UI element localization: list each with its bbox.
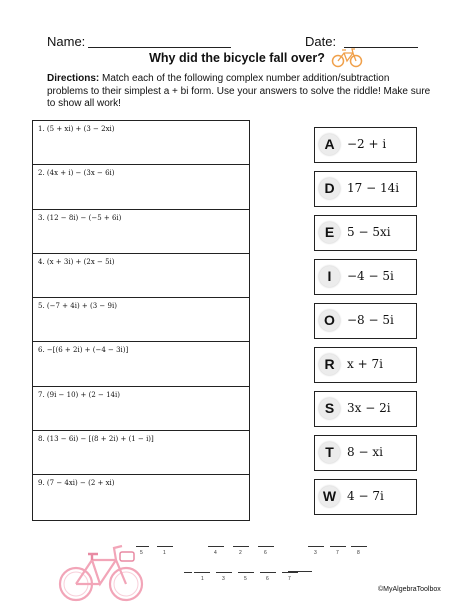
riddle-number: 7 <box>336 550 339 556</box>
riddle-blank[interactable] <box>157 546 173 547</box>
riddle-blank[interactable] <box>258 546 274 547</box>
riddle-number: 2 <box>239 550 242 556</box>
problem-row[interactable] <box>33 342 249 386</box>
answer-letter: D <box>319 178 340 199</box>
problem-row[interactable] <box>33 254 249 298</box>
date-label: Date: <box>305 34 337 49</box>
answer-letter: O <box>319 310 340 331</box>
problem-text: 7. (9i − 10) + (2 − 14i) <box>38 390 120 399</box>
page-title: Why did the bicycle fall over? <box>149 51 325 65</box>
riddle-number: 7 <box>288 576 291 582</box>
problem-text: 8. (13 − 6i) − [(8 + 2i) + (1 − i)] <box>38 435 154 444</box>
bicycle-icon <box>331 46 363 68</box>
riddle-number: 4 <box>214 550 217 556</box>
answer-value: 5 − 5xi <box>347 225 391 239</box>
riddle-number: 3 <box>222 576 225 582</box>
problem-row[interactable] <box>33 431 249 475</box>
answer-letter: A <box>319 134 340 155</box>
answer-letter: W <box>319 486 340 507</box>
answer-letter: T <box>319 442 340 463</box>
problem-text: 2. (4x + i) − (3x − 6i) <box>38 169 115 178</box>
problem-row[interactable] <box>33 298 249 342</box>
riddle-blank[interactable] <box>304 571 312 572</box>
riddle-blank[interactable] <box>351 546 367 547</box>
riddle-number: 5 <box>244 576 247 582</box>
riddle-number: 3 <box>314 550 317 556</box>
problem-text: 9. (7 − 4xi) − (2 + xi) <box>38 479 115 488</box>
answer-letter: E <box>319 222 340 243</box>
riddle-number: 8 <box>357 550 360 556</box>
directions-text: Match each of the following complex number addition/subtraction problems to their simplest a + bi form. Use your answers to solve the riddle! Make sure to show all work! <box>47 73 431 109</box>
problem-text: 4. (x + 3i) + (2x − 5i) <box>38 257 115 266</box>
riddle-blank[interactable] <box>288 571 304 572</box>
answer-value: 4 − 7i <box>347 489 384 503</box>
riddle-blank[interactable] <box>330 546 346 547</box>
answer-value: x + 7i <box>347 357 383 371</box>
answer-letter: I <box>319 266 340 287</box>
riddle-blank[interactable] <box>208 546 224 547</box>
problem-row[interactable] <box>33 210 249 254</box>
riddle-blank[interactable] <box>233 546 249 547</box>
riddle-blank[interactable] <box>238 572 254 573</box>
copyright-credit: ©MyAlgebraToolbox <box>378 586 441 593</box>
problem-text: 3. (12 − 8i) − (−5 + 6i) <box>38 213 122 222</box>
answer-value: −8 − 5i <box>347 313 394 327</box>
answer-value: −2 + i <box>347 137 387 151</box>
riddle-number: 6 <box>266 576 269 582</box>
answer-value: −4 − 5i <box>347 269 394 283</box>
answer-value: 8 − xi <box>347 445 383 459</box>
answer-box-e <box>314 215 417 251</box>
answer-box-i <box>314 259 417 295</box>
problem-row[interactable] <box>33 387 249 431</box>
riddle-blank[interactable] <box>194 572 210 573</box>
answer-box-t <box>314 435 417 471</box>
riddle-blank[interactable] <box>282 572 298 573</box>
problem-text: 5. (−7 + 4i) + (3 − 9i) <box>38 302 117 311</box>
answer-box-d <box>314 171 417 207</box>
answer-value: 3x − 2i <box>347 401 391 415</box>
name-field[interactable] <box>88 47 231 48</box>
answer-box-o <box>314 303 417 339</box>
directions <box>47 73 432 111</box>
problem-row[interactable] <box>33 121 249 165</box>
problem-row[interactable] <box>33 165 249 209</box>
directions-lead: Directions: <box>47 73 100 84</box>
answer-box-s <box>314 391 417 427</box>
riddle-number: 6 <box>264 550 267 556</box>
answer-value: 17 − 14i <box>347 181 400 195</box>
riddle-number: 1 <box>201 576 204 582</box>
problem-row[interactable] <box>33 475 249 519</box>
riddle-blank[interactable] <box>216 572 232 573</box>
riddle-blank[interactable] <box>260 572 276 573</box>
riddle-blank[interactable] <box>308 546 324 547</box>
answer-box-a <box>314 127 417 163</box>
problems-table <box>32 120 250 521</box>
riddle-blank[interactable] <box>136 546 149 547</box>
answer-box-r <box>314 347 417 383</box>
answer-letter: R <box>319 354 340 375</box>
bicycle-illustration <box>58 538 144 604</box>
answer-letter: S <box>319 398 340 419</box>
riddle-number: 1 <box>163 550 166 556</box>
problem-text: 6. −[(6 + 2i) + (−4 − 3i)] <box>38 346 129 355</box>
riddle-number: 5 <box>140 550 143 556</box>
riddle-blank[interactable] <box>184 572 192 573</box>
problem-text: 1. (5 + xi) + (3 − 2xi) <box>38 125 115 133</box>
name-label: Name: <box>47 34 86 49</box>
answer-box-w <box>314 479 417 515</box>
